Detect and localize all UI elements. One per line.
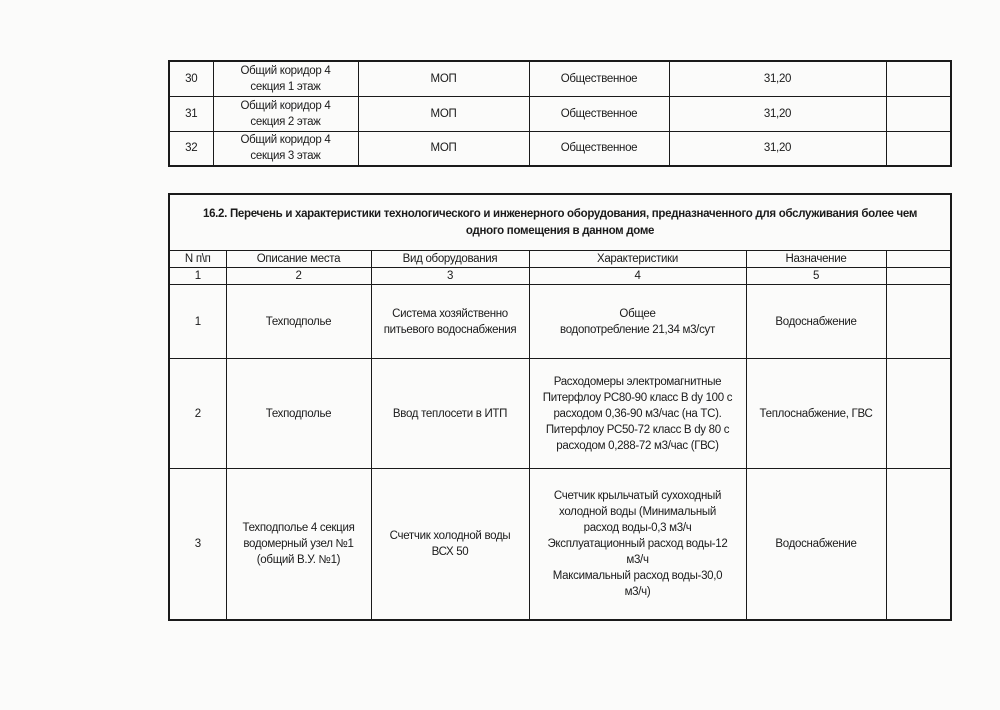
equipment-table: [168, 193, 952, 621]
extra: [886, 359, 951, 469]
table-title-row: [169, 194, 951, 251]
room-purpose: Общественное: [529, 61, 669, 96]
room-area: 31,20: [669, 61, 886, 96]
room-name: Общий коридор 4 секция 3 этаж: [213, 131, 358, 166]
table-row: [169, 469, 951, 621]
table-row: [169, 61, 951, 96]
purpose: Теплоснабжение, ГВС: [746, 359, 886, 469]
header-extra: [886, 251, 951, 268]
room-extra: [886, 96, 951, 131]
equipment: Система хозяйственно питьевого водоснабжения: [371, 285, 529, 359]
header-row: [169, 251, 951, 268]
equipment: Ввод теплосети в ИТП: [371, 359, 529, 469]
header-specs: Характеристики: [529, 251, 746, 268]
column-number: 2: [226, 268, 371, 285]
room-extra: [886, 61, 951, 96]
specs: Общее водопотребление 21,34 м3/сут: [529, 285, 746, 359]
header-place: Описание места: [226, 251, 371, 268]
table-row: [169, 359, 951, 469]
column-numbers-row: [169, 268, 951, 285]
row-number: 30: [169, 61, 213, 96]
table-row: [169, 131, 951, 166]
column-number: 3: [371, 268, 529, 285]
row-number: 3: [169, 469, 226, 621]
column-number: 4: [529, 268, 746, 285]
equipment: Счетчик холодной воды ВСХ 50: [371, 469, 529, 621]
room-type: МОП: [358, 61, 529, 96]
row-number: 31: [169, 96, 213, 131]
room-extra: [886, 131, 951, 166]
column-number: 5: [746, 268, 886, 285]
room-type: МОП: [358, 96, 529, 131]
place: Техподполье 4 секция водомерный узел №1 (общий В.У. №1): [226, 469, 371, 621]
header-equipment: Вид оборудования: [371, 251, 529, 268]
room-name: Общий коридор 4 секция 2 этаж: [213, 96, 358, 131]
purpose: Водоснабжение: [746, 469, 886, 621]
header-num: N п\п: [169, 251, 226, 268]
column-number: [886, 268, 951, 285]
row-number: 2: [169, 359, 226, 469]
specs: Расходомеры электромагнитные Питерфлоу РС80-90 класс В dy 100 с расходом 0,36-90 м3/час (на ТС). Питерфлоу РС50-72 класс В dy 80 с расходом 0,288-72 м3/час (ГВС): [529, 359, 746, 469]
header-purpose: Назначение: [746, 251, 886, 268]
place: Техподполье: [226, 285, 371, 359]
extra: [886, 285, 951, 359]
room-purpose: Общественное: [529, 131, 669, 166]
room-type: МОП: [358, 131, 529, 166]
room-area: 31,20: [669, 131, 886, 166]
room-purpose: Общественное: [529, 96, 669, 131]
room-name: Общий коридор 4 секция 1 этаж: [213, 61, 358, 96]
row-number: 1: [169, 285, 226, 359]
rooms-table: [168, 60, 952, 167]
extra: [886, 469, 951, 621]
place: Техподполье: [226, 359, 371, 469]
table-row: [169, 96, 951, 131]
column-number: 1: [169, 268, 226, 285]
table-row: [169, 285, 951, 359]
purpose: Водоснабжение: [746, 285, 886, 359]
section-title: 16.2. Перечень и характеристики технологического и инженерного оборудования, предназначенного для обслуживания более чем одного помещения в данном доме: [169, 194, 951, 251]
room-area: 31,20: [669, 96, 886, 131]
specs: Счетчик крыльчатый сухоходный холодной воды (Минимальный расход воды-0,3 м3/ч Эксплуатационный расход воды-12 м3/ч Максимальный расход воды-30,0 м3/ч): [529, 469, 746, 621]
row-number: 32: [169, 131, 213, 166]
